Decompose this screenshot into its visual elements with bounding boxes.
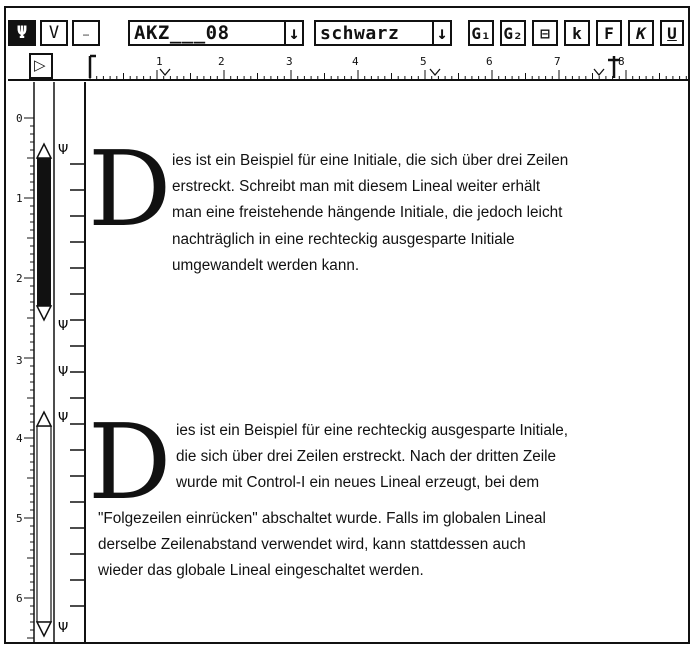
small-caps-label: k — [572, 23, 582, 43]
mode-button-v[interactable] — [40, 20, 68, 46]
italic-button[interactable] — [628, 20, 654, 46]
vertical-ruler[interactable] — [8, 82, 88, 642]
ruler-number: 2 — [218, 55, 225, 68]
psi-icon: Ψ — [16, 23, 28, 43]
underline-button[interactable] — [660, 20, 684, 46]
horizontal-ruler[interactable] — [8, 52, 688, 82]
g2-label: G₂ — [503, 23, 523, 43]
v-icon: V — [48, 23, 60, 43]
ruler-number: 7 — [554, 55, 561, 68]
ruler-number: 3 — [286, 55, 293, 68]
ruler-number: 1 — [156, 55, 163, 68]
toolbar — [8, 10, 688, 48]
color-select[interactable] — [314, 20, 452, 46]
origin-marker-icon[interactable]: ▷ — [34, 56, 46, 74]
g1-button[interactable] — [468, 20, 494, 46]
frame-button[interactable] — [532, 20, 558, 46]
paragraph-2-lines-4-6 — [98, 506, 682, 585]
italic-label: K — [636, 23, 646, 43]
dots-icon: … — [82, 27, 90, 39]
paragraph-1 — [172, 148, 680, 279]
drop-cap-initial: D — [88, 128, 172, 250]
ruler-number: 5 — [16, 512, 23, 525]
ruler-number: 0 — [16, 112, 23, 125]
text-line: man eine freistehende hängende Initiale, die jedoch leicht — [172, 204, 563, 222]
text-line: wurde mit Control-I ein neues Lineal erzeugt, bei dem — [176, 474, 540, 492]
paragraph-2-lines-1-3 — [176, 418, 682, 497]
ruler-number: 6 — [16, 592, 23, 605]
text-line: derselbe Zeilenabstand verwendet wird, kann stattdessen auch — [98, 536, 526, 554]
ruler-number: 5 — [420, 55, 427, 68]
ruler-number: 3 — [16, 354, 23, 367]
text-line: ies ist ein Beispiel für eine Initiale, die sich über drei Zeilen — [172, 152, 569, 169]
style-select[interactable] — [128, 20, 304, 46]
text-line: die sich über drei Zeilen erstreckt. Nach der dritten Zeile — [176, 448, 557, 466]
ruler-number: 1 — [16, 192, 23, 205]
text-line: wieder das globale Lineal eingeschaltet werden. — [98, 562, 424, 580]
arrow-down-icon: ↓ — [432, 22, 450, 44]
paragraph-marker-icon: Ψ — [58, 143, 69, 158]
bold-label: F — [604, 23, 614, 43]
text-line: umgewandelt werden kann. — [172, 256, 360, 274]
bold-button[interactable] — [596, 20, 622, 46]
g1-label: G₁ — [471, 23, 491, 43]
mode-button-dots[interactable] — [72, 20, 100, 46]
underline-label: U — [667, 23, 677, 43]
color-value: schwarz — [320, 22, 400, 44]
ruler-number: 8 — [618, 55, 625, 68]
paragraph-marker-icon: Ψ — [58, 365, 69, 380]
paragraph-marker-icon: Ψ — [58, 319, 69, 334]
text-line: erstreckt. Schreibt man mit diesem Lineal weiter erhält — [172, 178, 541, 196]
ruler-number: 4 — [352, 55, 359, 68]
small-caps-button[interactable] — [564, 20, 590, 46]
paragraph-marker-icon: Ψ — [58, 411, 69, 426]
arrow-down-icon: ↓ — [284, 22, 302, 44]
drop-cap-initial: D — [88, 401, 172, 523]
ruler-number: 4 — [16, 432, 23, 445]
g2-button[interactable] — [500, 20, 526, 46]
text-line: "Folgezeilen einrücken" abschaltet wurde. Falls im globalen Lineal — [98, 510, 546, 527]
document-area[interactable] — [86, 82, 686, 642]
horizontal-ruler-ticks — [8, 52, 688, 82]
mode-button-psi[interactable] — [8, 20, 36, 46]
paragraph-marker-icon: Ψ — [58, 621, 69, 636]
text-line: nachträglich in eine rechteckig ausgesparte Initiale — [172, 230, 515, 248]
ruler-number: 6 — [486, 55, 493, 68]
style-value: AKZ___08 — [134, 22, 230, 44]
frame-icon: ⊟ — [540, 23, 550, 43]
text-line: ies ist ein Beispiel für eine rechteckig ausgesparte Initiale, — [176, 422, 568, 439]
ruler-number: 2 — [16, 272, 23, 285]
